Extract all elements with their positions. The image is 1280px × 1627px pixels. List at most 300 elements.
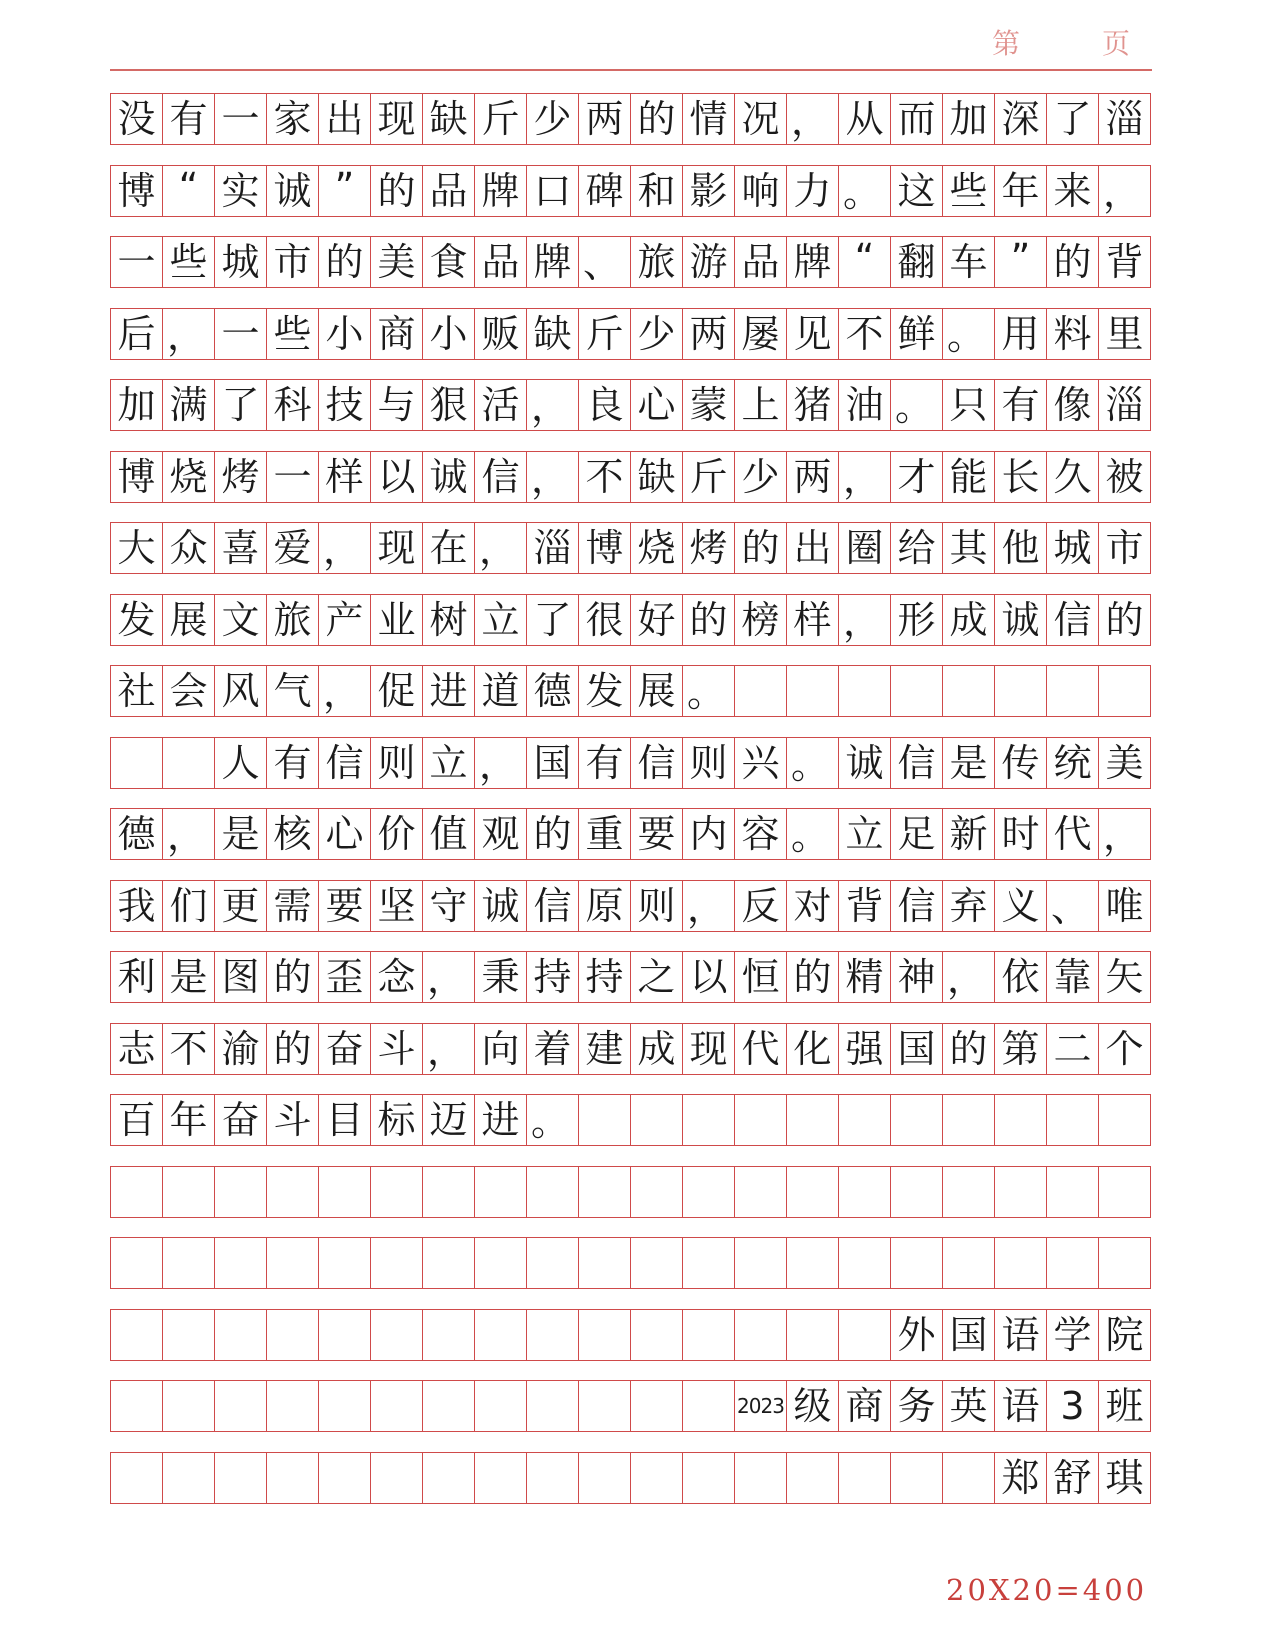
grid-cell: “ <box>163 166 215 216</box>
grid-cell <box>475 1381 527 1431</box>
grid-cell <box>631 1095 683 1145</box>
grid-cell: 后 <box>111 309 163 359</box>
grid-cell: 信 <box>1047 595 1099 645</box>
grid-cell <box>111 1381 163 1431</box>
grid-cell: 新 <box>943 809 995 859</box>
grid-cell: 需 <box>267 881 319 931</box>
grid-cell: 不 <box>163 1024 215 1074</box>
grid-cell <box>943 1167 995 1217</box>
grid-cell <box>319 1453 371 1503</box>
grid-cell: 见 <box>787 309 839 359</box>
grid-cell: 奋 <box>215 1095 267 1145</box>
grid-cell: 化 <box>787 1024 839 1074</box>
grid-cell: 牌 <box>475 166 527 216</box>
grid-cell: 们 <box>163 881 215 931</box>
grid-cell: 了 <box>527 595 579 645</box>
grid-cell: 众 <box>163 523 215 573</box>
grid-cell: 的 <box>527 809 579 859</box>
grid-cell <box>423 1167 475 1217</box>
grid-cell <box>215 1310 267 1360</box>
grid-cell: 和 <box>631 166 683 216</box>
grid-cell: 现 <box>371 523 423 573</box>
grid-cell: 诚 <box>423 452 475 502</box>
grid-cell: 淄 <box>527 523 579 573</box>
grid-cell: 没 <box>111 94 163 144</box>
grid-cell <box>579 1381 631 1431</box>
grid-cell: 出 <box>787 523 839 573</box>
grid-cell <box>839 1310 891 1360</box>
grid-cell: 迈 <box>423 1095 475 1145</box>
grid-cell <box>995 1095 1047 1145</box>
grid-cell: ， <box>319 666 371 716</box>
grid-cell: 能 <box>943 452 995 502</box>
grid-cell: 的 <box>319 237 371 287</box>
grid-cell: 依 <box>995 952 1047 1002</box>
grid-cell: 两 <box>683 309 735 359</box>
grid-cell: 持 <box>579 952 631 1002</box>
grid-cell: 以 <box>683 952 735 1002</box>
grid-cell <box>319 1310 371 1360</box>
grid-cell: 小 <box>423 309 475 359</box>
grid-cell <box>163 1453 215 1503</box>
grid-cell: 些 <box>943 166 995 216</box>
grid-cell <box>891 1167 943 1217</box>
grid-cell: 则 <box>371 738 423 788</box>
grid-cell: 榜 <box>735 595 787 645</box>
grid-row <box>110 165 1151 217</box>
grid-cell: 第 <box>995 1024 1047 1074</box>
grid-cell <box>163 1381 215 1431</box>
grid-cell <box>1047 1167 1099 1217</box>
grid-cell: ， <box>787 94 839 144</box>
grid-cell: 斤 <box>579 309 631 359</box>
grid-cell: 国 <box>527 738 579 788</box>
grid-cell <box>1099 1095 1151 1145</box>
grid-cell: 屡 <box>735 309 787 359</box>
grid-cell: 是 <box>943 738 995 788</box>
grid-cell: 两 <box>579 94 631 144</box>
grid-cell: 美 <box>1099 738 1151 788</box>
grid-cell: 背 <box>1099 237 1151 287</box>
grid-cell: 文 <box>215 595 267 645</box>
grid-cell: 秉 <box>475 952 527 1002</box>
grid-cell: 信 <box>319 738 371 788</box>
grid-cell: 矢 <box>1099 952 1151 1002</box>
grid-cell <box>1099 1167 1151 1217</box>
grid-row <box>110 1380 1151 1432</box>
grid-cell: 力 <box>787 166 839 216</box>
grid-cell: 些 <box>267 309 319 359</box>
grid-cell: 市 <box>1099 523 1151 573</box>
grid-cell: 这 <box>891 166 943 216</box>
grid-cell: ” <box>995 237 1047 287</box>
grid-cell <box>163 738 215 788</box>
grid-cell: 博 <box>111 452 163 502</box>
grid-cell: 成 <box>943 595 995 645</box>
grid-row <box>110 1166 1151 1218</box>
grid-cell: 信 <box>631 738 683 788</box>
grid-cell <box>371 1381 423 1431</box>
grid-cell <box>631 1453 683 1503</box>
grid-cell: 我 <box>111 881 163 931</box>
grid-cell: 弃 <box>943 881 995 931</box>
grid-cell: 志 <box>111 1024 163 1074</box>
grid-cell: 传 <box>995 738 1047 788</box>
grid-cell: 对 <box>787 881 839 931</box>
grid-cell: 成 <box>631 1024 683 1074</box>
grid-cell <box>111 1238 163 1288</box>
grid-cell: 目 <box>319 1095 371 1145</box>
grid-cell: ， <box>475 738 527 788</box>
grid-cell: 心 <box>631 380 683 430</box>
grid-cell: 品 <box>475 237 527 287</box>
grid-cell: 代 <box>1047 809 1099 859</box>
grid-cell: 美 <box>371 237 423 287</box>
grid-cell: 实 <box>215 166 267 216</box>
grid-cell <box>735 1167 787 1217</box>
grid-cell: 久 <box>1047 452 1099 502</box>
grid-cell <box>631 1310 683 1360</box>
grid-cell: ， <box>423 952 475 1002</box>
grid-cell: 有 <box>995 380 1047 430</box>
grid-cell <box>787 1095 839 1145</box>
grid-cell: 歪 <box>319 952 371 1002</box>
grid-cell <box>111 1310 163 1360</box>
grid-cell: 班 <box>1099 1381 1151 1431</box>
grid-cell: 市 <box>267 237 319 287</box>
grid-cell: 代 <box>735 1024 787 1074</box>
grid-cell <box>1047 666 1099 716</box>
grid-size-label: 20X20=400 <box>946 1573 1148 1607</box>
grid-cell: 郑 <box>995 1453 1047 1503</box>
grid-cell: 神 <box>891 952 943 1002</box>
grid-cell: 百 <box>111 1095 163 1145</box>
grid-cell: 反 <box>735 881 787 931</box>
grid-cell: 里 <box>1099 309 1151 359</box>
grid-cell <box>995 666 1047 716</box>
grid-cell <box>579 1167 631 1217</box>
grid-row <box>110 379 1151 431</box>
grid-cell: 3 <box>1047 1381 1099 1431</box>
grid-cell <box>891 1238 943 1288</box>
grid-cell: 重 <box>579 809 631 859</box>
grid-cell: 气 <box>267 666 319 716</box>
grid-cell: 坚 <box>371 881 423 931</box>
grid-cell: 学 <box>1047 1310 1099 1360</box>
grid-cell: 背 <box>839 881 891 931</box>
grid-cell <box>111 738 163 788</box>
grid-cell: ， <box>527 380 579 430</box>
grid-cell: 现 <box>683 1024 735 1074</box>
grid-cell <box>839 1453 891 1503</box>
grid-cell: 进 <box>423 666 475 716</box>
grid-cell: 舒 <box>1047 1453 1099 1503</box>
grid-cell: 。 <box>787 738 839 788</box>
grid-cell: 加 <box>111 380 163 430</box>
grid-cell <box>215 1167 267 1217</box>
grid-cell <box>787 1167 839 1217</box>
grid-cell: ， <box>423 1024 475 1074</box>
grid-cell: 义 <box>995 881 1047 931</box>
grid-cell: 少 <box>735 452 787 502</box>
grid-cell <box>683 1167 735 1217</box>
grid-cell: 唯 <box>1099 881 1151 931</box>
grid-cell: 信 <box>475 452 527 502</box>
grid-cell <box>475 1238 527 1288</box>
grid-cell: 奋 <box>319 1024 371 1074</box>
grid-cell <box>475 1453 527 1503</box>
grid-cell: 烧 <box>631 523 683 573</box>
grid-cell <box>839 1167 891 1217</box>
grid-row <box>110 665 1151 717</box>
grid-cell: 道 <box>475 666 527 716</box>
grid-cell: 一 <box>215 309 267 359</box>
grid-cell: 淄 <box>1099 94 1151 144</box>
grid-cell: 则 <box>683 738 735 788</box>
grid-cell: 现 <box>371 94 423 144</box>
grid-cell: 则 <box>631 881 683 931</box>
grid-cell: 品 <box>423 166 475 216</box>
grid-cell <box>683 1238 735 1288</box>
grid-cell: 博 <box>111 166 163 216</box>
grid-cell: 有 <box>267 738 319 788</box>
grid-cell: 油 <box>839 380 891 430</box>
grid-cell: 来 <box>1047 166 1099 216</box>
grid-row <box>110 1023 1151 1075</box>
grid-cell: 样 <box>319 452 371 502</box>
grid-cell: 喜 <box>215 523 267 573</box>
grid-cell: 了 <box>1047 94 1099 144</box>
grid-cell: 信 <box>891 881 943 931</box>
grid-cell: ， <box>839 452 891 502</box>
grid-cell: 斗 <box>371 1024 423 1074</box>
grid-cell: 。 <box>787 809 839 859</box>
grid-cell <box>163 1167 215 1217</box>
grid-cell: ， <box>1099 809 1151 859</box>
grid-cell <box>995 1238 1047 1288</box>
grid-cell: 恒 <box>735 952 787 1002</box>
grid-cell: 统 <box>1047 738 1099 788</box>
grid-cell: 容 <box>735 809 787 859</box>
grid-cell: 车 <box>943 237 995 287</box>
grid-cell: 、 <box>1047 881 1099 931</box>
grid-cell <box>787 1238 839 1288</box>
grid-cell: 诚 <box>995 595 1047 645</box>
grid-cell <box>527 1453 579 1503</box>
manuscript-grid <box>110 93 1151 1504</box>
grid-cell <box>1047 1238 1099 1288</box>
grid-cell: 。 <box>891 380 943 430</box>
grid-cell: 风 <box>215 666 267 716</box>
header-rule <box>110 69 1152 71</box>
grid-cell: 一 <box>267 452 319 502</box>
grid-cell: ， <box>163 809 215 859</box>
grid-cell: 的 <box>1099 595 1151 645</box>
grid-cell: 社 <box>111 666 163 716</box>
grid-cell: 诚 <box>475 881 527 931</box>
grid-row <box>110 1452 1151 1504</box>
grid-cell <box>1099 666 1151 716</box>
grid-cell <box>163 1310 215 1360</box>
grid-cell: 守 <box>423 881 475 931</box>
grid-cell <box>683 1453 735 1503</box>
grid-cell: 鲜 <box>891 309 943 359</box>
grid-cell: 的 <box>735 523 787 573</box>
grid-cell: 只 <box>943 380 995 430</box>
grid-row <box>110 880 1151 932</box>
grid-cell <box>319 1167 371 1217</box>
grid-cell: 。 <box>943 309 995 359</box>
grid-cell <box>371 1238 423 1288</box>
grid-cell: 上 <box>735 380 787 430</box>
grid-cell: 务 <box>891 1381 943 1431</box>
grid-cell: 级 <box>787 1381 839 1431</box>
grid-cell: 持 <box>527 952 579 1002</box>
grid-cell: 牌 <box>787 237 839 287</box>
grid-cell: 语 <box>995 1381 1047 1431</box>
grid-cell: 的 <box>371 166 423 216</box>
grid-cell: 蒙 <box>683 380 735 430</box>
grid-cell <box>215 1381 267 1431</box>
grid-cell: 语 <box>995 1310 1047 1360</box>
grid-cell: 品 <box>735 237 787 287</box>
grid-cell: 诚 <box>267 166 319 216</box>
grid-cell <box>527 1238 579 1288</box>
grid-cell <box>371 1167 423 1217</box>
grid-row <box>110 451 1151 503</box>
grid-cell <box>319 1238 371 1288</box>
grid-cell: 之 <box>631 952 683 1002</box>
grid-cell <box>631 1238 683 1288</box>
grid-cell: 是 <box>215 809 267 859</box>
grid-cell: 以 <box>371 452 423 502</box>
grid-cell: 与 <box>371 380 423 430</box>
grid-cell: 立 <box>839 809 891 859</box>
grid-cell: 商 <box>839 1381 891 1431</box>
grid-cell <box>1047 1095 1099 1145</box>
grid-cell: 更 <box>215 881 267 931</box>
grid-cell: 琪 <box>1099 1453 1151 1503</box>
grid-cell: 国 <box>891 1024 943 1074</box>
grid-cell: 树 <box>423 595 475 645</box>
grid-cell: 烧 <box>163 452 215 502</box>
grid-row <box>110 1094 1151 1146</box>
grid-cell <box>787 1453 839 1503</box>
grid-cell: 狠 <box>423 380 475 430</box>
grid-cell: 旅 <box>631 237 683 287</box>
grid-cell: 信 <box>891 738 943 788</box>
grid-cell: 猪 <box>787 380 839 430</box>
grid-cell: 了 <box>215 380 267 430</box>
grid-cell: 向 <box>475 1024 527 1074</box>
grid-cell: 发 <box>111 595 163 645</box>
grid-cell: 的 <box>683 595 735 645</box>
grid-cell: 其 <box>943 523 995 573</box>
page-label-di: 第 <box>992 27 1021 60</box>
grid-cell: 口 <box>527 166 579 216</box>
grid-row <box>110 808 1151 860</box>
grid-cell: 观 <box>475 809 527 859</box>
grid-cell <box>735 666 787 716</box>
grid-cell: 足 <box>891 809 943 859</box>
grid-cell: 念 <box>371 952 423 1002</box>
grid-cell: 。 <box>839 166 891 216</box>
grid-cell: 进 <box>475 1095 527 1145</box>
grid-cell: 活 <box>475 380 527 430</box>
grid-cell <box>735 1310 787 1360</box>
grid-cell: 爱 <box>267 523 319 573</box>
grid-cell: 国 <box>943 1310 995 1360</box>
grid-cell: 斗 <box>267 1095 319 1145</box>
grid-cell: 长 <box>995 452 1047 502</box>
grid-cell: 游 <box>683 237 735 287</box>
grid-cell: 才 <box>891 452 943 502</box>
grid-cell <box>891 1453 943 1503</box>
grid-cell: 样 <box>787 595 839 645</box>
grid-cell: 缺 <box>423 94 475 144</box>
grid-cell: 心 <box>319 809 371 859</box>
grid-cell: 缺 <box>527 309 579 359</box>
grid-cell <box>475 1167 527 1217</box>
grid-cell <box>787 666 839 716</box>
grid-cell <box>267 1238 319 1288</box>
grid-cell: 年 <box>163 1095 215 1145</box>
grid-cell <box>995 1167 1047 1217</box>
grid-cell <box>891 666 943 716</box>
grid-cell <box>111 1167 163 1217</box>
grid-cell: 渝 <box>215 1024 267 1074</box>
grid-cell: 不 <box>839 309 891 359</box>
grid-cell: 缺 <box>631 452 683 502</box>
grid-cell: ， <box>163 309 215 359</box>
grid-cell: 德 <box>527 666 579 716</box>
grid-cell <box>579 1453 631 1503</box>
grid-cell: 情 <box>683 94 735 144</box>
grid-cell <box>163 1238 215 1288</box>
grid-cell <box>215 1238 267 1288</box>
grid-cell <box>735 1095 787 1145</box>
grid-cell <box>215 1453 267 1503</box>
grid-cell: 小 <box>319 309 371 359</box>
grid-cell: 立 <box>423 738 475 788</box>
grid-cell: 响 <box>735 166 787 216</box>
grid-cell: ， <box>527 452 579 502</box>
grid-cell: 二 <box>1047 1024 1099 1074</box>
grid-cell: 的 <box>787 952 839 1002</box>
grid-cell <box>267 1453 319 1503</box>
grid-cell: 建 <box>579 1024 631 1074</box>
grid-cell: 翻 <box>891 237 943 287</box>
grid-cell: 斤 <box>683 452 735 502</box>
grid-cell: 加 <box>943 94 995 144</box>
grid-cell: 科 <box>267 380 319 430</box>
grid-cell: ， <box>683 881 735 931</box>
grid-cell: ” <box>319 166 371 216</box>
grid-cell <box>683 1381 735 1431</box>
grid-cell: 影 <box>683 166 735 216</box>
grid-cell: 出 <box>319 94 371 144</box>
grid-cell <box>267 1167 319 1217</box>
grid-cell: 利 <box>111 952 163 1002</box>
grid-cell <box>475 1310 527 1360</box>
grid-cell: 的 <box>267 952 319 1002</box>
grid-cell <box>579 1095 631 1145</box>
grid-cell: 旅 <box>267 595 319 645</box>
grid-row <box>110 93 1151 145</box>
grid-cell: 商 <box>371 309 423 359</box>
grid-cell: 在 <box>423 523 475 573</box>
grid-cell: 料 <box>1047 309 1099 359</box>
